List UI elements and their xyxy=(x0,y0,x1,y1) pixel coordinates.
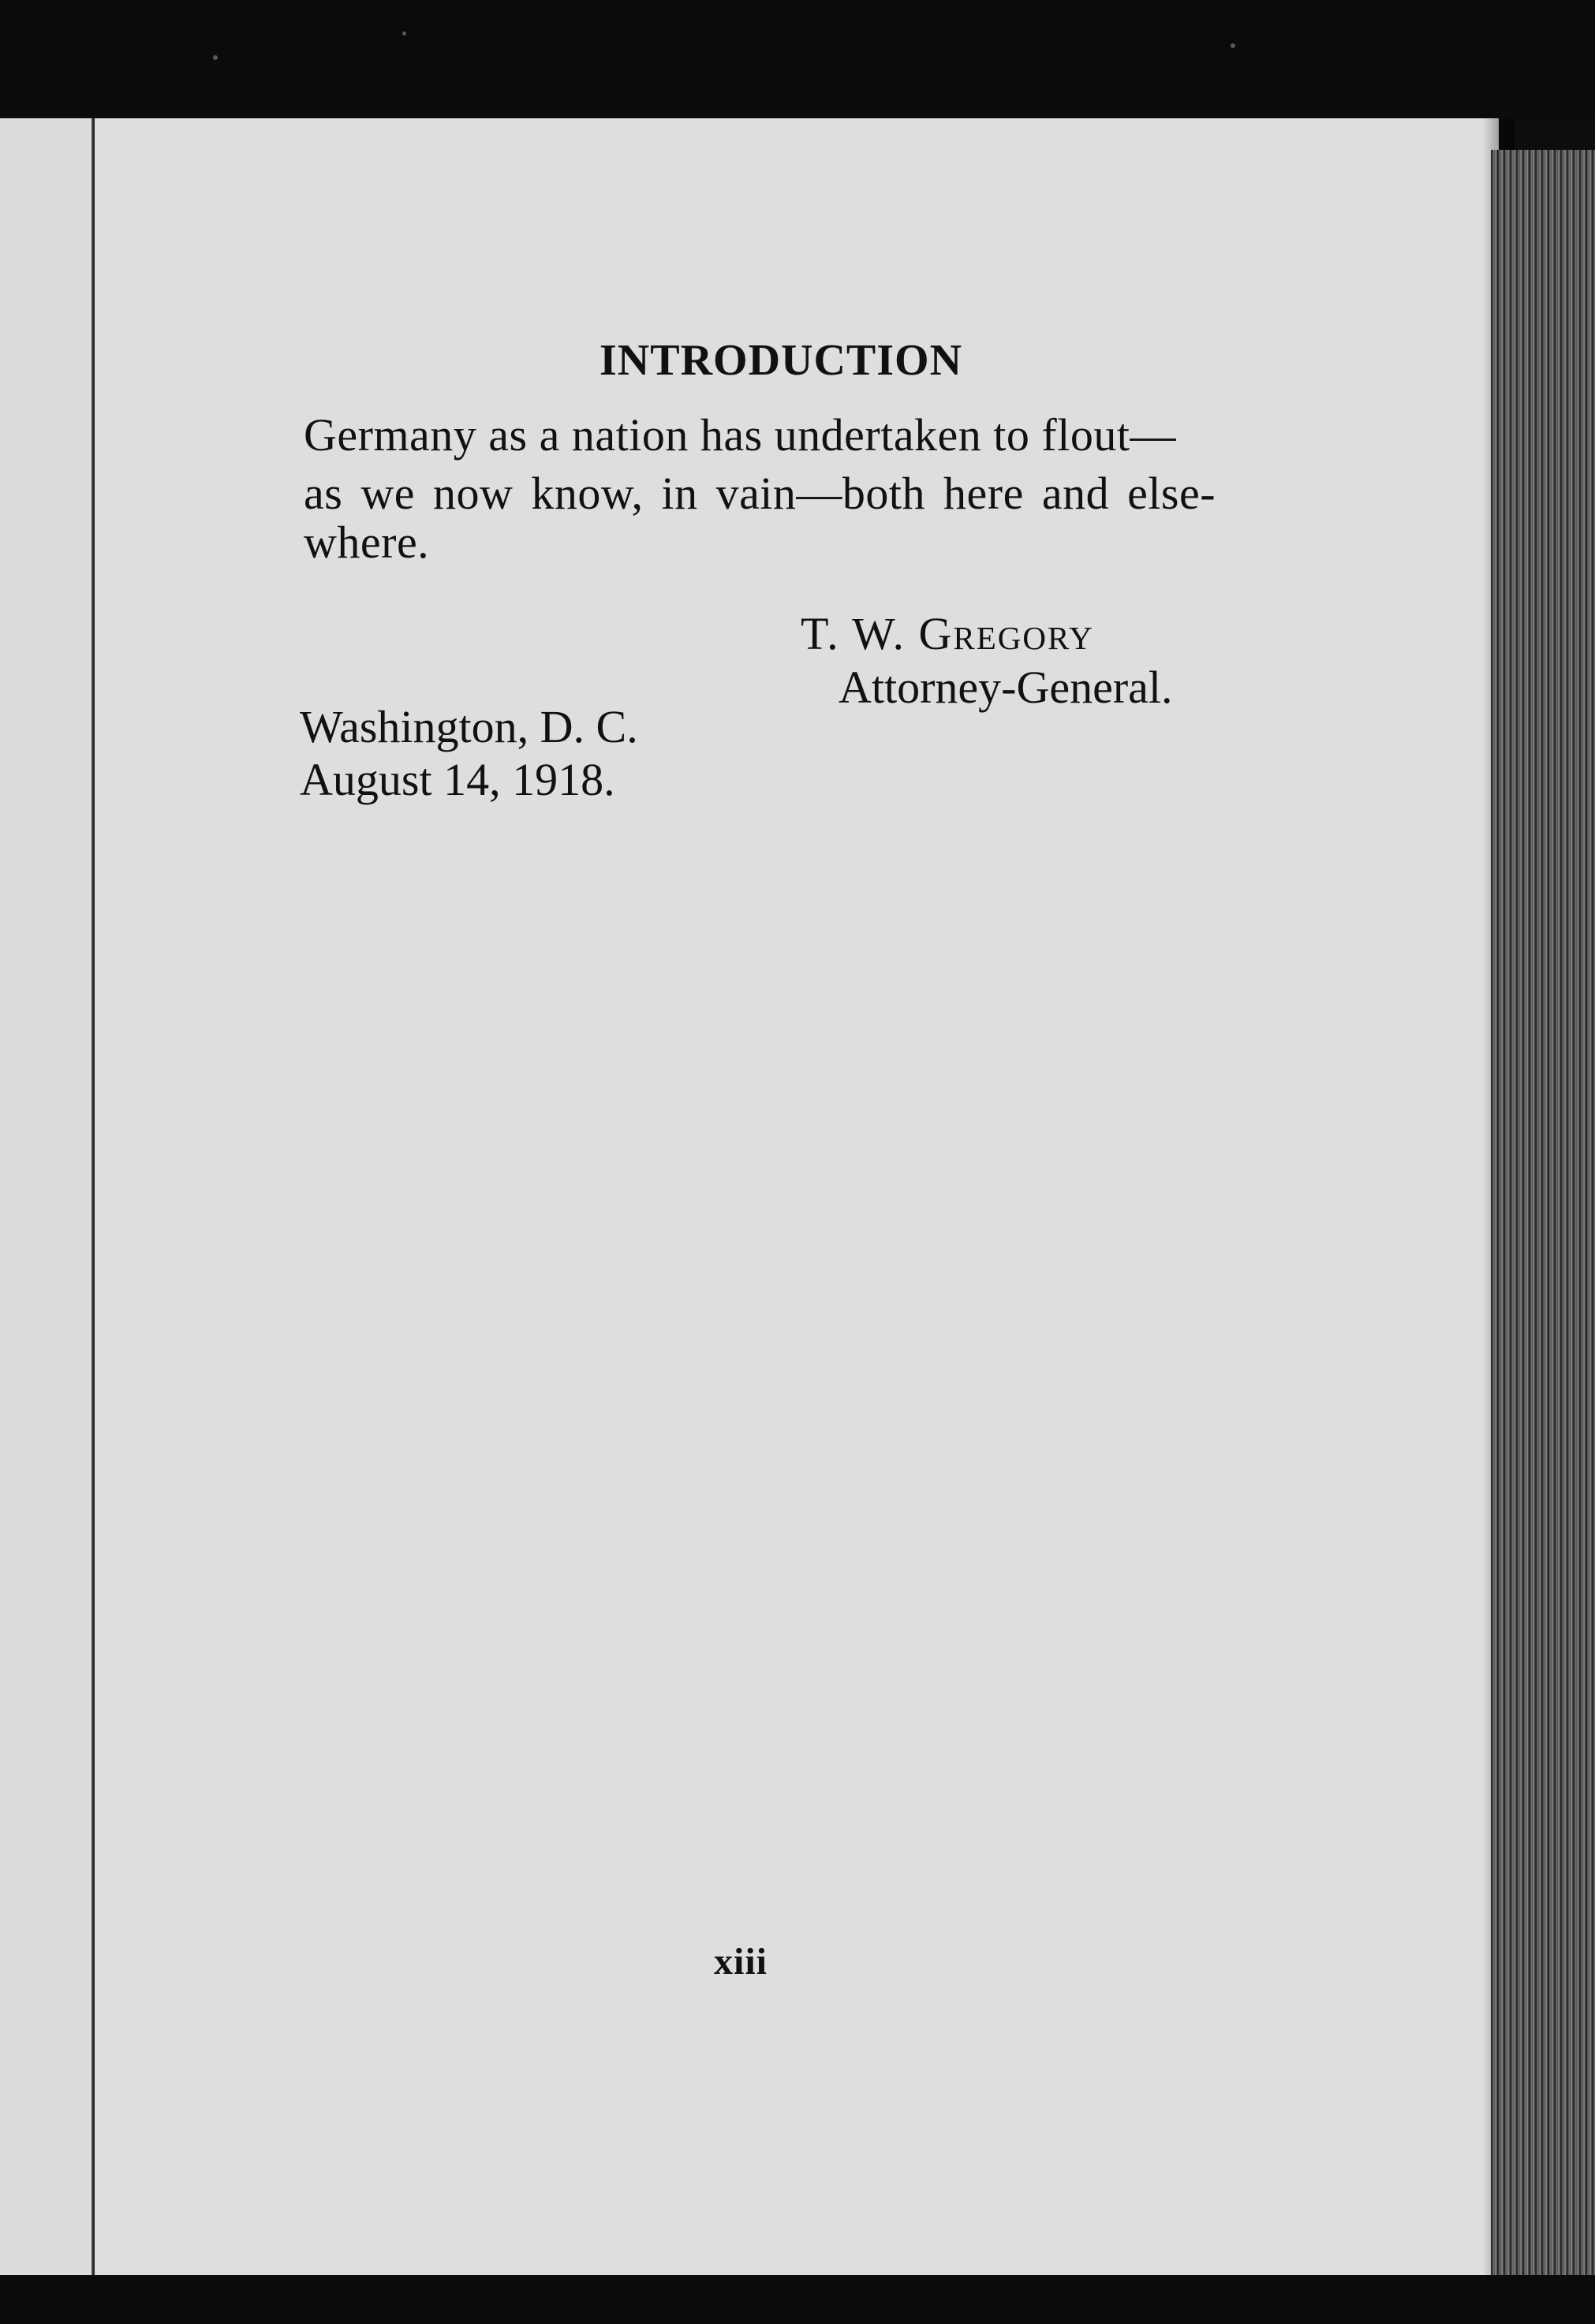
signature-name: T. W. Gregory xyxy=(801,608,1094,659)
signature-title: Attorney-General. xyxy=(839,662,1173,713)
section-heading: INTRODUCTION xyxy=(600,336,963,385)
scan-background-top xyxy=(0,0,1595,118)
scan-dust-speck xyxy=(402,32,406,35)
adjacent-left-page xyxy=(0,118,93,2275)
scan-dust-speck xyxy=(1231,43,1235,48)
paragraph-line: Germany as a nation has undertaken to flout— xyxy=(304,409,1176,461)
paragraph-line: as we now know, in vain—both here and else- xyxy=(304,468,1216,519)
scan-dust-speck xyxy=(213,55,218,60)
scan-background-bottom xyxy=(0,2275,1595,2324)
date-line: August 14, 1918. xyxy=(300,754,615,805)
place-line: Washington, D. C. xyxy=(300,701,638,752)
page-number: xiii xyxy=(714,1941,768,1983)
paragraph-line: where. xyxy=(304,517,430,568)
page-edges-stack xyxy=(1491,150,1595,2324)
